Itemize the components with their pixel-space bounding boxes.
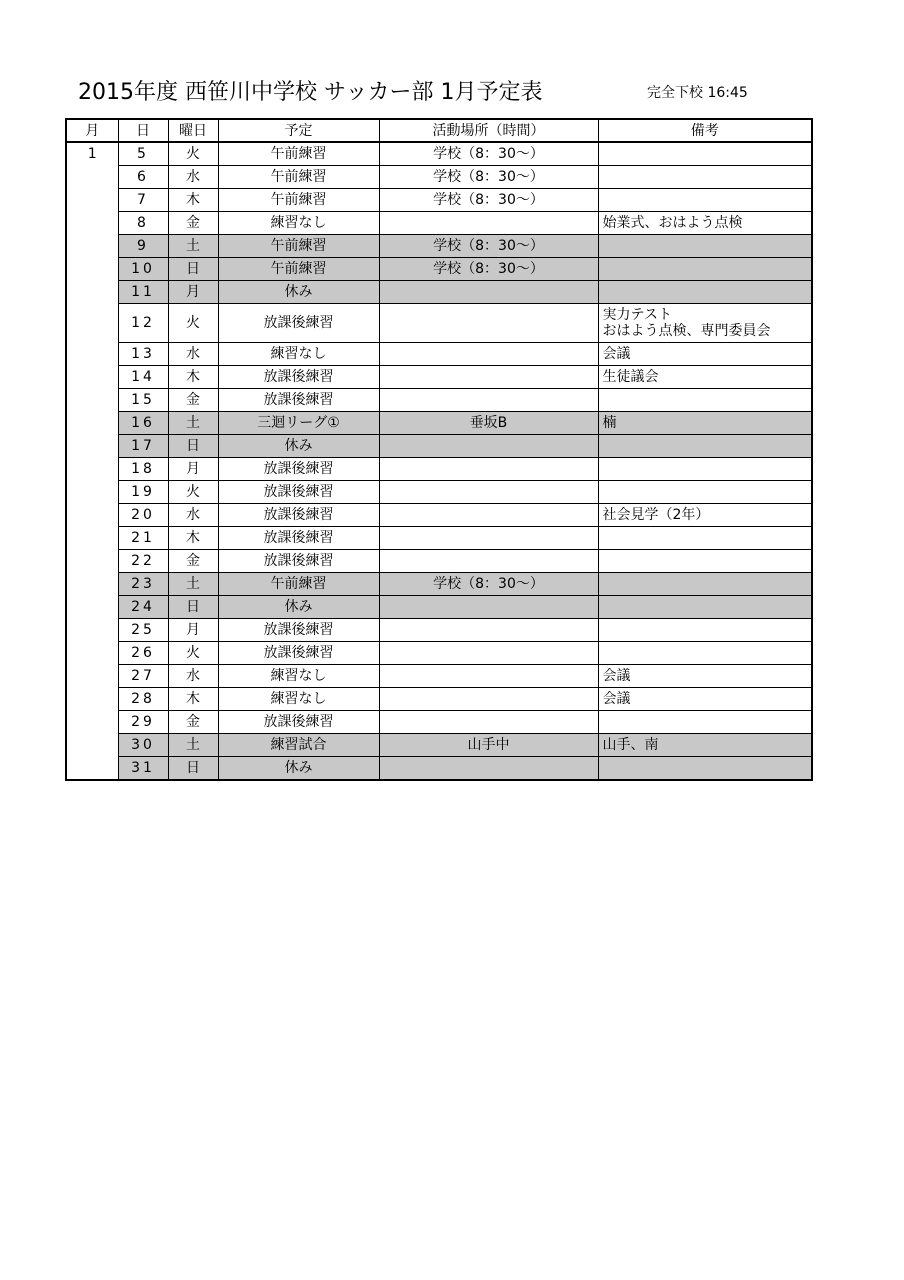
day-cell: 31	[118, 757, 168, 781]
plan-cell: 放課後練習	[218, 642, 379, 665]
dismissal-time: 完全下校 16:45	[647, 85, 748, 101]
table-row	[66, 711, 812, 734]
table-row	[66, 166, 812, 189]
place-cell	[379, 527, 598, 550]
plan-cell: 休み	[218, 281, 379, 304]
table-row	[66, 281, 812, 304]
note-line: 山手、南	[602, 737, 659, 753]
table-row	[66, 550, 812, 573]
notes-cell	[598, 481, 812, 504]
place-cell	[379, 435, 598, 458]
weekday-cell: 日	[168, 757, 218, 781]
weekday-cell: 金	[168, 550, 218, 573]
table-row	[66, 366, 812, 389]
plan-cell: 練習なし	[218, 212, 379, 235]
table-row	[66, 734, 812, 757]
weekday-cell: 火	[168, 142, 218, 166]
place-cell	[379, 711, 598, 734]
place-cell	[379, 550, 598, 573]
notes-cell	[598, 665, 812, 688]
table-row	[66, 189, 812, 212]
notes-cell	[598, 573, 812, 596]
header-day: 日	[118, 119, 168, 142]
place-cell	[379, 688, 598, 711]
weekday-cell: 木	[168, 366, 218, 389]
plan-cell: 放課後練習	[218, 458, 379, 481]
day-cell: 21	[118, 527, 168, 550]
table-row	[66, 481, 812, 504]
plan-cell: 放課後練習	[218, 366, 379, 389]
notes-cell	[598, 435, 812, 458]
table-row	[66, 642, 812, 665]
notes-cell	[598, 166, 812, 189]
plan-cell: 放課後練習	[218, 619, 379, 642]
header-weekday: 曜日	[168, 119, 218, 142]
header-month: 月	[66, 119, 118, 142]
weekday-cell: 水	[168, 343, 218, 366]
page-title: 2015年度 西笹川中学校 サッカー部 1月予定表	[78, 80, 543, 105]
place-cell	[379, 212, 598, 235]
plan-cell: 三迴リーグ①	[218, 412, 379, 435]
notes-cell	[598, 619, 812, 642]
place-cell: 学校（8：30〜）	[379, 189, 598, 212]
day-cell: 6	[118, 166, 168, 189]
plan-cell: 放課後練習	[218, 304, 379, 343]
place-cell	[379, 389, 598, 412]
place-cell	[379, 281, 598, 304]
plan-cell: 練習なし	[218, 665, 379, 688]
day-cell: 30	[118, 734, 168, 757]
notes-cell	[598, 389, 812, 412]
notes-cell	[598, 281, 812, 304]
weekday-cell: 土	[168, 235, 218, 258]
place-cell: 学校（8：30〜）	[379, 573, 598, 596]
weekday-cell: 金	[168, 711, 218, 734]
notes-cell	[598, 142, 812, 166]
plan-cell: 放課後練習	[218, 550, 379, 573]
place-cell: 山手中	[379, 734, 598, 757]
header-row	[66, 119, 812, 142]
place-cell	[379, 596, 598, 619]
day-cell: 26	[118, 642, 168, 665]
note-line: 社会見学（2年）	[602, 507, 710, 523]
plan-cell: 午前練習	[218, 573, 379, 596]
notes-cell	[598, 596, 812, 619]
weekday-cell: 日	[168, 596, 218, 619]
weekday-cell: 日	[168, 435, 218, 458]
day-cell: 27	[118, 665, 168, 688]
table-row	[66, 258, 812, 281]
day-cell: 17	[118, 435, 168, 458]
table-row	[66, 435, 812, 458]
schedule-table	[65, 118, 813, 781]
weekday-cell: 日	[168, 258, 218, 281]
notes-cell	[598, 304, 812, 343]
weekday-cell: 月	[168, 619, 218, 642]
table-row	[66, 412, 812, 435]
note-line: 楠	[602, 415, 617, 431]
place-cell	[379, 304, 598, 343]
plan-cell: 練習なし	[218, 688, 379, 711]
day-cell: 18	[118, 458, 168, 481]
notes-cell	[598, 688, 812, 711]
notes-cell	[598, 642, 812, 665]
weekday-cell: 土	[168, 734, 218, 757]
header-place: 活動場所（時間）	[379, 119, 598, 142]
notes-cell	[598, 734, 812, 757]
note-line: 実力テスト	[602, 307, 672, 323]
table-row	[66, 304, 812, 343]
weekday-cell: 水	[168, 665, 218, 688]
table-row	[66, 458, 812, 481]
note-line: 生徒議会	[602, 369, 659, 385]
notes-cell	[598, 258, 812, 281]
table-row	[66, 212, 812, 235]
note-line: 始業式、おはよう点検	[602, 215, 743, 231]
day-cell: 24	[118, 596, 168, 619]
day-cell: 8	[118, 212, 168, 235]
schedule-body	[66, 142, 812, 780]
place-cell	[379, 366, 598, 389]
weekday-cell: 月	[168, 458, 218, 481]
table-row	[66, 527, 812, 550]
table-row	[66, 573, 812, 596]
weekday-cell: 水	[168, 166, 218, 189]
day-cell: 7	[118, 189, 168, 212]
header-notes: 備考	[598, 119, 812, 142]
table-row	[66, 142, 812, 166]
notes-cell	[598, 343, 812, 366]
weekday-cell: 月	[168, 281, 218, 304]
weekday-cell: 火	[168, 481, 218, 504]
notes-cell	[598, 458, 812, 481]
table-row	[66, 665, 812, 688]
note-line: おはよう点検、専門委員会	[602, 323, 771, 339]
table-row	[66, 343, 812, 366]
weekday-cell: 火	[168, 304, 218, 343]
place-cell	[379, 642, 598, 665]
notes-cell	[598, 711, 812, 734]
weekday-cell: 火	[168, 642, 218, 665]
place-cell: 学校（8：30〜）	[379, 142, 598, 166]
table-row	[66, 389, 812, 412]
weekday-cell: 土	[168, 412, 218, 435]
plan-cell: 休み	[218, 435, 379, 458]
table-row	[66, 596, 812, 619]
weekday-cell: 水	[168, 504, 218, 527]
note-line: 会議	[602, 346, 631, 362]
plan-cell: 練習試合	[218, 734, 379, 757]
weekday-cell: 金	[168, 212, 218, 235]
weekday-cell: 土	[168, 573, 218, 596]
notes-cell	[598, 366, 812, 389]
plan-cell: 午前練習	[218, 189, 379, 212]
plan-cell: 放課後練習	[218, 389, 379, 412]
note-line: 会議	[602, 668, 631, 684]
table-row	[66, 504, 812, 527]
day-cell: 29	[118, 711, 168, 734]
notes-cell	[598, 527, 812, 550]
place-cell	[379, 481, 598, 504]
place-cell: 学校（8：30〜）	[379, 166, 598, 189]
day-cell: 20	[118, 504, 168, 527]
place-cell: 垂坂B	[379, 412, 598, 435]
plan-cell: 午前練習	[218, 258, 379, 281]
day-cell: 14	[118, 366, 168, 389]
plan-cell: 午前練習	[218, 166, 379, 189]
place-cell	[379, 504, 598, 527]
notes-cell	[598, 504, 812, 527]
plan-cell: 休み	[218, 757, 379, 781]
header-plan: 予定	[218, 119, 379, 142]
table-row	[66, 688, 812, 711]
plan-cell: 午前練習	[218, 235, 379, 258]
place-cell: 学校（8：30〜）	[379, 258, 598, 281]
table-row	[66, 619, 812, 642]
table-row	[66, 757, 812, 781]
weekday-cell: 金	[168, 389, 218, 412]
weekday-cell: 木	[168, 189, 218, 212]
plan-cell: 放課後練習	[218, 504, 379, 527]
day-cell: 13	[118, 343, 168, 366]
notes-cell	[598, 235, 812, 258]
day-cell: 25	[118, 619, 168, 642]
day-cell: 10	[118, 258, 168, 281]
notes-cell	[598, 757, 812, 781]
day-cell: 11	[118, 281, 168, 304]
plan-cell: 練習なし	[218, 343, 379, 366]
notes-cell	[598, 189, 812, 212]
note-line: 会議	[602, 691, 631, 707]
weekday-cell: 木	[168, 527, 218, 550]
plan-cell: 放課後練習	[218, 711, 379, 734]
place-cell	[379, 458, 598, 481]
place-cell	[379, 619, 598, 642]
plan-cell: 放課後練習	[218, 481, 379, 504]
place-cell: 学校（8：30〜）	[379, 235, 598, 258]
place-cell	[379, 665, 598, 688]
day-cell: 16	[118, 412, 168, 435]
place-cell	[379, 343, 598, 366]
table-row	[66, 235, 812, 258]
place-cell	[379, 757, 598, 781]
day-cell: 23	[118, 573, 168, 596]
month-cell: 1	[66, 142, 118, 780]
day-cell: 9	[118, 235, 168, 258]
day-cell: 12	[118, 304, 168, 343]
day-cell: 22	[118, 550, 168, 573]
notes-cell	[598, 212, 812, 235]
notes-cell	[598, 550, 812, 573]
notes-cell	[598, 412, 812, 435]
day-cell: 5	[118, 142, 168, 166]
weekday-cell: 木	[168, 688, 218, 711]
plan-cell: 休み	[218, 596, 379, 619]
plan-cell: 放課後練習	[218, 527, 379, 550]
day-cell: 28	[118, 688, 168, 711]
plan-cell: 午前練習	[218, 142, 379, 166]
day-cell: 15	[118, 389, 168, 412]
day-cell: 19	[118, 481, 168, 504]
